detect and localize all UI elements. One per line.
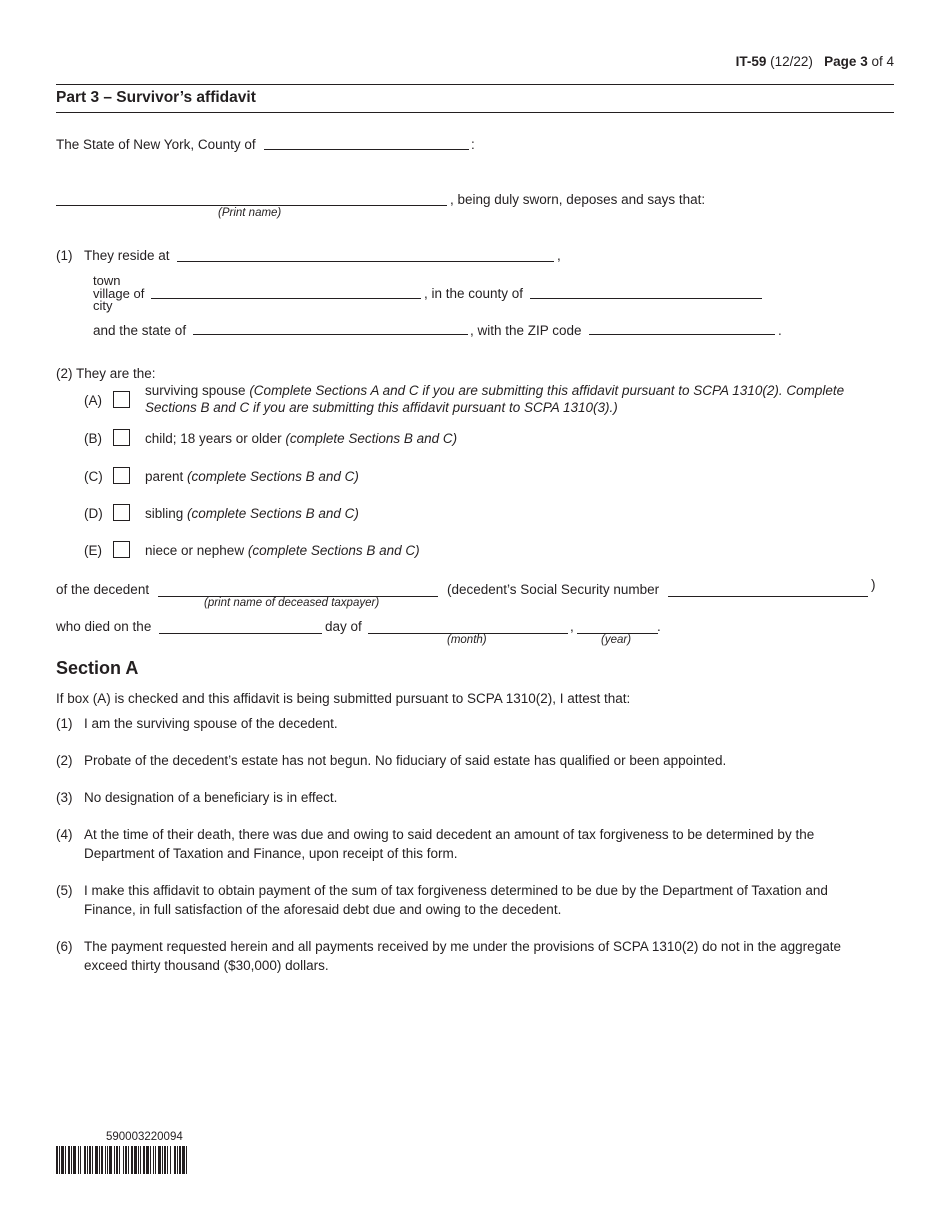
attest-item-4-line-2: Department of Taxation and Finance, upon receipt of this form. bbox=[84, 846, 458, 861]
section-a-intro: If box (A) is checked and this affidavit is being submitted pursuant to SCPA 1310(2), I attest that: bbox=[56, 691, 631, 706]
header-rule-top bbox=[56, 84, 894, 85]
month-comma: , bbox=[570, 619, 574, 634]
zip-period: . bbox=[778, 323, 782, 338]
option-b-letter: (B) bbox=[84, 431, 102, 446]
death-day-field[interactable] bbox=[159, 633, 322, 634]
attest-item-6-line-1: The payment requested herein and all payments received by me under the provisions of SCPA 1310(2) do not in the aggregate bbox=[84, 939, 841, 954]
year-caption: (year) bbox=[601, 634, 632, 646]
option-d-letter: (D) bbox=[84, 506, 103, 521]
option-a-label: surviving spouse bbox=[145, 383, 250, 398]
option-e-checkbox[interactable] bbox=[113, 541, 130, 558]
option-c-letter: (C) bbox=[84, 469, 103, 484]
option-d-checkbox[interactable] bbox=[113, 504, 130, 521]
attest-item-6-line-2: exceed thirty thousand ($30,000) dollars. bbox=[84, 958, 329, 973]
option-e-note: (complete Sections B and C) bbox=[247, 543, 420, 558]
attest-item-5-line-2: Finance, in full satisfaction of the aforesaid debt due and owing to the decedent. bbox=[84, 902, 562, 917]
print-name-field[interactable] bbox=[56, 205, 447, 206]
county-field[interactable] bbox=[264, 149, 469, 150]
decedent-name-caption: (print name of deceased taxpayer) bbox=[204, 597, 380, 609]
option-e-label: niece or nephew bbox=[145, 543, 248, 558]
option-a-note-line2: Sections B and C if you are submitting this affidavit pursuant to SCPA 1310(3).) bbox=[145, 400, 618, 415]
option-b-label: child; 18 years or older bbox=[145, 431, 286, 446]
option-c-note: (complete Sections B and C) bbox=[187, 469, 359, 484]
option-a-text bbox=[145, 383, 844, 398]
form-header bbox=[736, 54, 894, 69]
died-on-label: who died on the bbox=[56, 619, 152, 634]
reside-at-label: They reside at bbox=[84, 248, 170, 263]
option-c-label: parent bbox=[145, 469, 188, 484]
part-title: Part 3 – Survivor’s affidavit bbox=[56, 89, 256, 106]
residence-number: (1) bbox=[56, 248, 73, 263]
village-of-label: village of bbox=[93, 286, 145, 301]
attest-item-2-line-1: Probate of the decedent’s estate has not begun. No fiduciary of said estate has qualified or been appointed. bbox=[84, 753, 727, 768]
option-a-checkbox[interactable] bbox=[113, 391, 130, 408]
page-label: Page 3 bbox=[824, 54, 868, 69]
attest-item-3-number: (3) bbox=[56, 790, 73, 805]
option-e-letter: (E) bbox=[84, 543, 102, 558]
option-b-checkbox[interactable] bbox=[113, 429, 130, 446]
attest-item-6-number: (6) bbox=[56, 939, 73, 954]
zip-label: , with the ZIP code bbox=[470, 323, 582, 338]
ssn-label: (decedent’s Social Security number bbox=[447, 582, 660, 597]
municipality-field[interactable] bbox=[151, 298, 421, 299]
attest-item-4-line-1: At the time of their death, there was due and owing to said decedent an amount of tax forgiveness to be determined by the bbox=[84, 827, 815, 842]
year-period: . bbox=[657, 619, 661, 634]
option-b-note: (complete Sections B and C) bbox=[285, 431, 458, 446]
town-label: town bbox=[93, 273, 121, 288]
section-a-title: Section A bbox=[56, 658, 139, 678]
form-revision: (12/22) bbox=[770, 54, 813, 69]
print-name-caption: (Print name) bbox=[218, 207, 282, 219]
attest-item-2-number: (2) bbox=[56, 753, 73, 768]
option-a-letter: (A) bbox=[84, 393, 102, 408]
attest-item-1-number: (1) bbox=[56, 716, 73, 731]
day-of-label: day of bbox=[325, 619, 362, 634]
header-rule-bottom bbox=[56, 112, 894, 113]
of-decedent-label: of the decedent bbox=[56, 582, 150, 597]
attest-item-4-number: (4) bbox=[56, 827, 73, 842]
state-of-label: and the state of bbox=[93, 323, 187, 338]
option-b-text bbox=[145, 431, 457, 446]
ssn-field[interactable] bbox=[668, 596, 868, 597]
in-county-of-label: , in the county of bbox=[424, 286, 524, 301]
relation-intro: (2) They are the: bbox=[56, 366, 156, 381]
form-id: IT-59 bbox=[735, 54, 767, 69]
state-county-label: The State of New York, County of bbox=[56, 137, 256, 152]
barcode-number: 590003220094 bbox=[106, 1131, 183, 1143]
county-colon: : bbox=[471, 137, 475, 152]
option-c-text bbox=[145, 469, 359, 484]
address-comma: , bbox=[557, 248, 561, 263]
page-of: of 4 bbox=[871, 54, 894, 69]
ssn-close-paren: ) bbox=[871, 577, 876, 592]
option-d-note: (complete Sections B and C) bbox=[187, 506, 359, 521]
address-field[interactable] bbox=[177, 261, 554, 262]
barcode-image bbox=[56, 1146, 189, 1174]
zip-field[interactable] bbox=[589, 334, 775, 335]
attest-item-3-line-1: No designation of a beneficiary is in effect. bbox=[84, 790, 338, 805]
residence-county-field[interactable] bbox=[530, 298, 762, 299]
option-d-label: sibling bbox=[145, 506, 188, 521]
attest-item-5-line-1: I make this affidavit to obtain payment of the sum of tax forgiveness determined to be due by the Department of Taxation and bbox=[84, 883, 828, 898]
option-c-checkbox[interactable] bbox=[113, 467, 130, 484]
month-caption: (month) bbox=[447, 634, 487, 646]
sworn-text: , being duly sworn, deposes and says that: bbox=[450, 192, 706, 207]
option-e-text bbox=[145, 543, 420, 558]
attest-item-1-line-1: I am the surviving spouse of the decedent. bbox=[84, 716, 338, 731]
city-label: city bbox=[93, 298, 113, 313]
option-d-text bbox=[145, 506, 359, 521]
state-field[interactable] bbox=[193, 334, 468, 335]
attest-item-5-number: (5) bbox=[56, 883, 73, 898]
option-a-note: (Complete Sections A and C if you are submitting this affidavit pursuant to SCPA 1310(2). Complete bbox=[249, 383, 845, 398]
